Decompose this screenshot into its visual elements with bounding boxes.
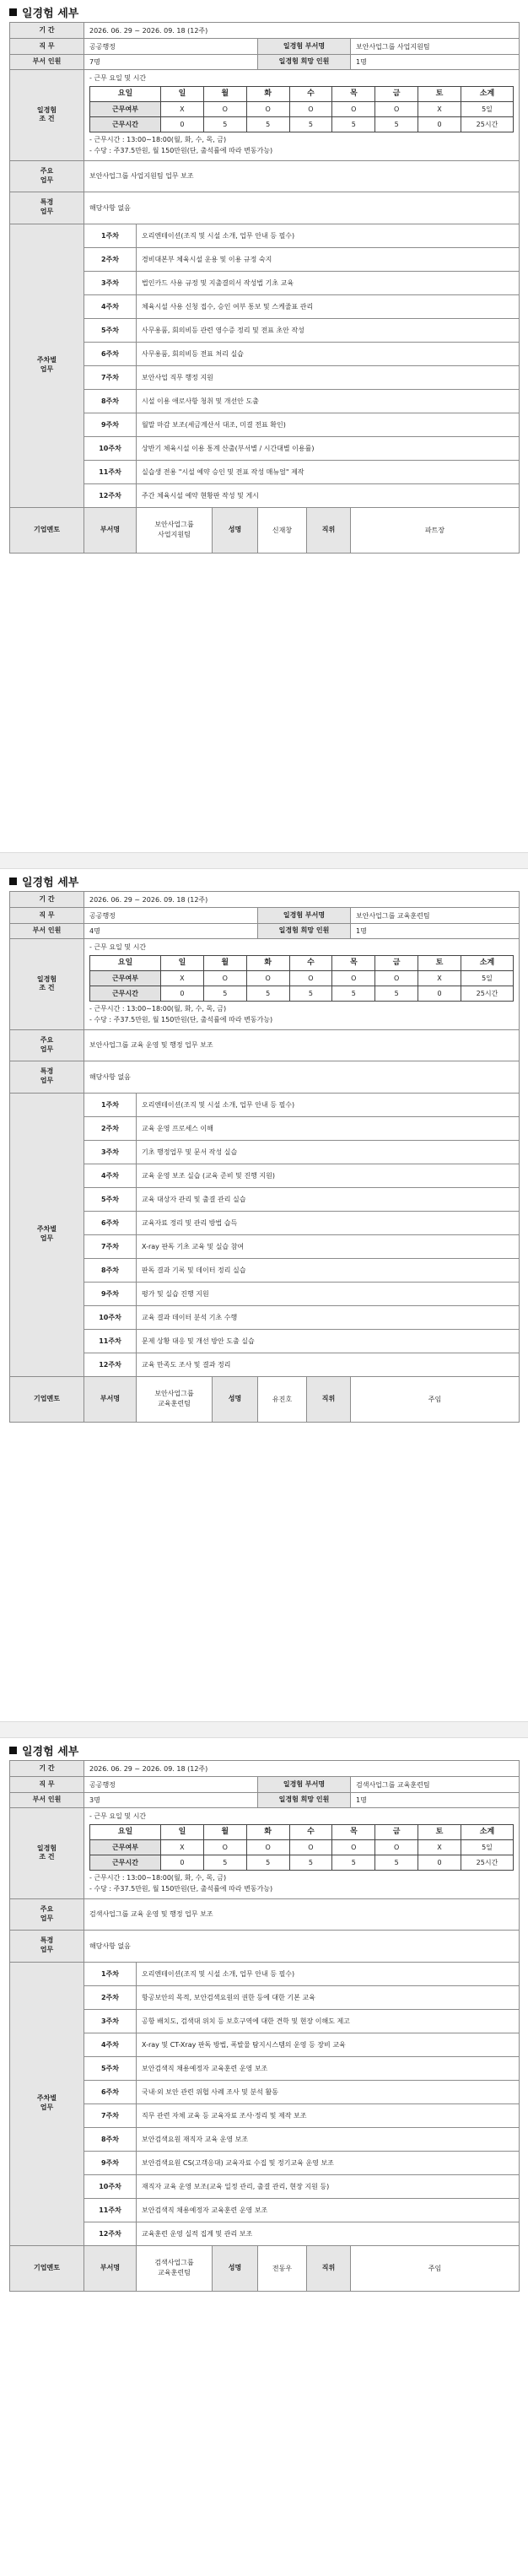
weekly-work-label: 주차별 업무 xyxy=(10,1093,84,1376)
week-task: 보안검색직 채용예정자 교육훈련 운영 보조 xyxy=(137,2056,520,2080)
week-task: 시설 이용 애로사항 청취 및 개선안 도출 xyxy=(137,389,520,413)
square-bullet-icon xyxy=(9,878,17,885)
week-number: 6주차 xyxy=(84,1211,137,1234)
schedule-cell: 5 xyxy=(289,1855,332,1871)
work-cond-label: 일경험 조 건 xyxy=(10,1808,84,1899)
period-value: 2026. 06. 29 ~ 2026. 09. 18 (12주) xyxy=(84,1761,520,1777)
week-task: 보안검색직 채용예정자 교육훈련 운영 보조 xyxy=(137,2198,520,2222)
week-number: 10주차 xyxy=(84,1305,137,1329)
schedule-cell: O xyxy=(375,971,418,986)
week-task: 교육 만족도 조사 및 결과 정리 xyxy=(137,1353,520,1376)
schedule-cell: O xyxy=(203,102,246,117)
schedule-cell: 25시간 xyxy=(461,117,514,132)
schedule-header-cell: 일 xyxy=(161,1825,204,1840)
section-title-text: 일경험 세부 xyxy=(22,7,79,20)
schedule-header-cell: 화 xyxy=(246,956,289,971)
week-number: 12주차 xyxy=(84,1353,137,1376)
week-task: 경비대본부 체육시설 운용 및 이용 규정 숙지 xyxy=(137,247,520,271)
week-task: 오리엔테이션(조직 및 시설 소개, 업무 안내 등 필수) xyxy=(137,1962,520,1985)
schedule-cell: 근무여부 xyxy=(90,971,161,986)
schedule-cell: 5 xyxy=(332,1855,375,1871)
schedule-cell: X xyxy=(418,1840,461,1855)
week-number: 3주차 xyxy=(84,1140,137,1164)
period-label: 기 간 xyxy=(10,892,84,908)
section-title xyxy=(9,1740,519,1760)
members-label: 부서 인원 xyxy=(10,1793,84,1808)
schedule-cell: 5 xyxy=(246,1855,289,1871)
schedule-header-cell: 요일 xyxy=(90,1825,161,1840)
schedule-cell: 5 xyxy=(203,986,246,1002)
schedule-cell: 5 xyxy=(289,117,332,132)
schedule-header-cell: 토 xyxy=(418,1825,461,1840)
special-work-value: 해당사항 없음 xyxy=(84,1061,520,1093)
mentor-dept-label: 부서명 xyxy=(84,1376,137,1422)
mentor-dept-label: 부서명 xyxy=(84,2245,137,2291)
week-number: 7주차 xyxy=(84,2103,137,2127)
week-number: 11주차 xyxy=(84,1329,137,1353)
schedule-cell: 근무시간 xyxy=(90,117,161,132)
mentor-dept-value: 보안사업그룹 사업지원팀 xyxy=(137,507,213,553)
square-bullet-icon xyxy=(9,1747,17,1754)
detail-table xyxy=(9,22,520,554)
week-task: 교육훈련 운영 실적 집계 및 관리 보조 xyxy=(137,2222,520,2245)
schedule-cell: X xyxy=(418,971,461,986)
week-number: 9주차 xyxy=(84,413,137,436)
schedule-cell: O xyxy=(203,1840,246,1855)
schedule-cell: 5 xyxy=(203,1855,246,1871)
week-number: 12주차 xyxy=(84,2222,137,2245)
members-label: 부서 인원 xyxy=(10,924,84,939)
mentor-name-label: 성명 xyxy=(213,1376,258,1422)
week-task: 교육 결과 데이터 분석 기초 수행 xyxy=(137,1305,520,1329)
hope-label: 일경험 희망 인원 xyxy=(258,1793,351,1808)
schedule-cell: 5일 xyxy=(461,102,514,117)
schedule-cell: 25시간 xyxy=(461,1855,514,1871)
week-task: 기초 행정업무 및 문서 작성 실습 xyxy=(137,1140,520,1164)
schedule-cell: 25시간 xyxy=(461,986,514,1002)
job-value: 공공행정 xyxy=(84,39,258,55)
schedule-cell: 5 xyxy=(289,986,332,1002)
work-cond-cell xyxy=(84,1808,520,1899)
week-task: 국내·외 보안 관련 위협 사례 조사 및 분석 활동 xyxy=(137,2080,520,2103)
special-work-value: 해당사항 없음 xyxy=(84,192,520,224)
week-task: 오리엔테이션(조직 및 시설 소개, 업무 안내 등 필수) xyxy=(137,224,520,247)
schedule-cell: 5 xyxy=(375,986,418,1002)
schedule-cell: 5 xyxy=(203,117,246,132)
schedule-cell: X xyxy=(161,102,204,117)
detail-table xyxy=(9,891,520,1423)
week-number: 11주차 xyxy=(84,2198,137,2222)
schedule-cell: 5 xyxy=(332,986,375,1002)
dept-value: 검색사업그룹 교육훈련팀 xyxy=(351,1777,520,1793)
schedule-cell: 5 xyxy=(246,986,289,1002)
hope-value: 1명 xyxy=(351,1793,520,1808)
week-number: 9주차 xyxy=(84,2151,137,2174)
week-task: 교육자료 정리 및 관리 방법 습득 xyxy=(137,1211,520,1234)
job-label: 직 무 xyxy=(10,1777,84,1793)
week-number: 1주차 xyxy=(84,1093,137,1116)
mentor-name-value: 전동우 xyxy=(258,2245,307,2291)
job-label: 직 무 xyxy=(10,908,84,924)
detail-table xyxy=(9,1760,520,2292)
schedule-cell: O xyxy=(289,1840,332,1855)
hope-value: 1명 xyxy=(351,55,520,70)
section-title-text: 일경험 세부 xyxy=(22,876,79,889)
schedule-cell: 0 xyxy=(161,1855,204,1871)
mentor-name-label: 성명 xyxy=(213,507,258,553)
section-divider xyxy=(0,852,528,869)
schedule-cell: X xyxy=(161,1840,204,1855)
mentor-name-value: 신재창 xyxy=(258,507,307,553)
week-number: 4주차 xyxy=(84,2033,137,2056)
schedule-header-cell: 금 xyxy=(375,87,418,102)
schedule-cell: X xyxy=(418,102,461,117)
schedule-header-cell: 목 xyxy=(332,956,375,971)
members-value: 4명 xyxy=(84,924,258,939)
schedule-cell: O xyxy=(289,102,332,117)
mentor-dept-value: 보안사업그룹 교육훈련팀 xyxy=(137,1376,213,1422)
section-title xyxy=(9,871,519,891)
schedule-cell: X xyxy=(161,971,204,986)
section-title-text: 일경험 세부 xyxy=(22,1745,79,1758)
week-task: 교육 대상자 관리 및 출결 관리 실습 xyxy=(137,1187,520,1211)
week-task: 상반기 체육시설 이용 통계 산출(부서별 / 시간대별 이용률) xyxy=(137,436,520,460)
schedule-cell: O xyxy=(332,971,375,986)
work-head: - 근무 요일 및 시간 xyxy=(89,1812,147,1820)
week-number: 6주차 xyxy=(84,2080,137,2103)
main-work-label: 주요 업무 xyxy=(10,1898,84,1930)
week-task: 법인카드 사용 규정 및 지출결의서 작성법 기초 교육 xyxy=(137,271,520,294)
schedule-cell: 0 xyxy=(161,986,204,1002)
mentor-position-value: 주임 xyxy=(351,1376,520,1422)
hope-label: 일경험 희망 인원 xyxy=(258,924,351,939)
section-divider xyxy=(0,1721,528,1738)
week-task: X-ray 및 CT-Xray 판독 방법, 폭발물 탐지시스템의 운영 등 장비 교육 xyxy=(137,2033,520,2056)
schedule-cell: 근무여부 xyxy=(90,102,161,117)
schedule-cell: O xyxy=(246,1840,289,1855)
main-work-value: 검색사업그룹 교육 운영 및 행정 업무 보조 xyxy=(84,1898,520,1930)
week-number: 3주차 xyxy=(84,271,137,294)
work-hours-note: - 근무시간 : 13:00~18:00(월, 화, 수, 목, 금) xyxy=(89,136,227,143)
week-number: 8주차 xyxy=(84,2127,137,2151)
week-number: 5주차 xyxy=(84,2056,137,2080)
job-label: 직 무 xyxy=(10,39,84,55)
week-task: 재직자 교육 운영 보조(교육 일정 관리, 출결 관리, 현장 지원 등) xyxy=(137,2174,520,2198)
work-head: - 근무 요일 및 시간 xyxy=(89,74,147,82)
week-number: 1주차 xyxy=(84,1962,137,1985)
schedule-header-cell: 일 xyxy=(161,87,204,102)
week-number: 3주차 xyxy=(84,2009,137,2033)
week-number: 9주차 xyxy=(84,1282,137,1305)
week-task: 주간 체육시설 예약 현황판 작성 및 게시 xyxy=(137,483,520,507)
schedule-header-cell: 월 xyxy=(203,1825,246,1840)
work-cond-cell xyxy=(84,70,520,161)
week-number: 8주차 xyxy=(84,389,137,413)
schedule-cell: O xyxy=(332,102,375,117)
week-task: 체육시설 사용 신청 접수, 승인 여부 통보 및 스케줄표 관리 xyxy=(137,294,520,318)
week-number: 7주차 xyxy=(84,365,137,389)
week-task: 항공보안의 목적, 보안검색요원의 권한 등에 대한 기본 교육 xyxy=(137,1985,520,2009)
mentor-label: 기업멘토 xyxy=(10,2245,84,2291)
work-cond-cell xyxy=(84,939,520,1030)
schedule-header-cell: 월 xyxy=(203,956,246,971)
allowance-note: - 수당 : 주37.5만원, 월 150만원(단, 출석률에 따라 변동가능) xyxy=(89,146,273,154)
square-bullet-icon xyxy=(9,8,17,16)
mentor-position-value: 주임 xyxy=(351,2245,520,2291)
members-value: 3명 xyxy=(84,1793,258,1808)
main-work-value: 보안사업그룹 사업지원팀 업무 보조 xyxy=(84,160,520,192)
schedule-cell: 5 xyxy=(375,1855,418,1871)
week-task: 문제 상황 대응 및 개선 방안 도출 실습 xyxy=(137,1329,520,1353)
section-title xyxy=(9,2,519,22)
week-task: 실습생 전용 "시설 예약 승인 및 전표 작성 매뉴얼" 제작 xyxy=(137,460,520,483)
mentor-dept-value: 검색사업그룹 교육훈련팀 xyxy=(137,2245,213,2291)
work-hours-note: - 근무시간 : 13:00~18:00(월, 화, 수, 목, 금) xyxy=(89,1005,227,1013)
week-number: 12주차 xyxy=(84,483,137,507)
week-number: 6주차 xyxy=(84,342,137,365)
schedule-header-cell: 토 xyxy=(418,956,461,971)
schedule-table xyxy=(89,955,514,1002)
week-task: 교육 운영 프로세스 이해 xyxy=(137,1116,520,1140)
members-value: 7명 xyxy=(84,55,258,70)
dept-label: 일경험 부서명 xyxy=(258,39,351,55)
week-number: 10주차 xyxy=(84,436,137,460)
week-task: 교육 운영 보조 실습 (교육 준비 및 진행 지원) xyxy=(137,1164,520,1187)
schedule-header-cell: 목 xyxy=(332,1825,375,1840)
week-number: 2주차 xyxy=(84,247,137,271)
schedule-header-cell: 월 xyxy=(203,87,246,102)
main-work-label: 주요 업무 xyxy=(10,160,84,192)
week-number: 10주차 xyxy=(84,2174,137,2198)
schedule-header-cell: 목 xyxy=(332,87,375,102)
week-number: 5주차 xyxy=(84,1187,137,1211)
schedule-header-cell: 화 xyxy=(246,1825,289,1840)
schedule-header-cell: 수 xyxy=(289,87,332,102)
main-work-value: 보안사업그룹 교육 운영 및 행정 업무 보조 xyxy=(84,1029,520,1061)
hope-label: 일경험 희망 인원 xyxy=(258,55,351,70)
week-number: 2주차 xyxy=(84,1985,137,2009)
week-number: 4주차 xyxy=(84,1164,137,1187)
week-number: 11주차 xyxy=(84,460,137,483)
work-cond-label: 일경험 조 건 xyxy=(10,939,84,1030)
week-task: 사무용품, 회의비등 관련 영수증 정리 및 전표 초안 작성 xyxy=(137,318,520,342)
schedule-cell: 근무시간 xyxy=(90,986,161,1002)
week-task: 보안검색요원 재직자 교육 운영 보조 xyxy=(137,2127,520,2151)
week-task: 사무용품, 회의비등 전표 처리 실습 xyxy=(137,342,520,365)
allowance-note: - 수당 : 주37.5만원, 월 150만원(단, 출석률에 따라 변동가능) xyxy=(89,1884,273,1893)
schedule-cell: O xyxy=(246,102,289,117)
schedule-cell: 5 xyxy=(246,117,289,132)
week-number: 7주차 xyxy=(84,1234,137,1258)
work-experience-section xyxy=(0,2,528,554)
hope-value: 1명 xyxy=(351,924,520,939)
allowance-note: - 수당 : 주37.5만원, 월 150만원(단, 출석률에 따라 변동가능) xyxy=(89,1015,273,1023)
week-task: 공항 배치도, 검색대 위치 등 보호구역에 대한 견학 및 현장 이해도 제고 xyxy=(137,2009,520,2033)
dept-value: 보안사업그룹 사업지원팀 xyxy=(351,39,520,55)
schedule-header-cell: 금 xyxy=(375,1825,418,1840)
mentor-label: 기업멘토 xyxy=(10,507,84,553)
work-cond-label: 일경험 조 건 xyxy=(10,70,84,161)
week-number: 8주차 xyxy=(84,1258,137,1282)
job-value: 공공행정 xyxy=(84,908,258,924)
schedule-header-cell: 소계 xyxy=(461,87,514,102)
schedule-cell: O xyxy=(332,1840,375,1855)
week-number: 4주차 xyxy=(84,294,137,318)
mentor-name-label: 성명 xyxy=(213,2245,258,2291)
work-hours-note: - 근무시간 : 13:00~18:00(월, 화, 수, 목, 금) xyxy=(89,1874,227,1882)
special-work-label: 특경 업무 xyxy=(10,1061,84,1093)
week-task: X-ray 판독 기초 교육 및 실습 참여 xyxy=(137,1234,520,1258)
schedule-cell: 0 xyxy=(418,986,461,1002)
schedule-header-cell: 수 xyxy=(289,1825,332,1840)
main-work-label: 주요 업무 xyxy=(10,1029,84,1061)
week-task: 보안검색요원 CS(고객응대) 교육자료 수집 및 정기교육 운영 보조 xyxy=(137,2151,520,2174)
schedule-cell: 0 xyxy=(418,117,461,132)
schedule-cell: O xyxy=(375,1840,418,1855)
schedule-header-cell: 금 xyxy=(375,956,418,971)
week-task: 보안사업 직무 행정 지원 xyxy=(137,365,520,389)
schedule-cell: 0 xyxy=(418,1855,461,1871)
weekly-work-label: 주차별 업무 xyxy=(10,224,84,507)
schedule-header-cell: 토 xyxy=(418,87,461,102)
week-number: 1주차 xyxy=(84,224,137,247)
schedule-cell: O xyxy=(246,971,289,986)
dept-label: 일경험 부서명 xyxy=(258,1777,351,1793)
schedule-table xyxy=(89,86,514,132)
schedule-cell: 5일 xyxy=(461,971,514,986)
schedule-header-cell: 소계 xyxy=(461,956,514,971)
mentor-position-label: 직위 xyxy=(307,507,351,553)
schedule-cell: 0 xyxy=(161,117,204,132)
members-label: 부서 인원 xyxy=(10,55,84,70)
special-work-label: 특경 업무 xyxy=(10,1930,84,1962)
mentor-position-label: 직위 xyxy=(307,1376,351,1422)
period-value: 2026. 06. 29 ~ 2026. 09. 18 (12주) xyxy=(84,23,520,39)
schedule-cell: 근무여부 xyxy=(90,1840,161,1855)
schedule-cell: O xyxy=(203,971,246,986)
period-value: 2026. 06. 29 ~ 2026. 09. 18 (12주) xyxy=(84,892,520,908)
mentor-position-label: 직위 xyxy=(307,2245,351,2291)
week-number: 2주차 xyxy=(84,1116,137,1140)
schedule-cell: 5일 xyxy=(461,1840,514,1855)
period-label: 기 간 xyxy=(10,1761,84,1777)
schedule-header-cell: 소계 xyxy=(461,1825,514,1840)
mentor-position-value: 파트장 xyxy=(351,507,520,553)
mentor-name-value: 유진호 xyxy=(258,1376,307,1422)
week-task: 월말 마감 보조(세금계산서 대조, 미결 전표 확인) xyxy=(137,413,520,436)
week-task: 직무 관련 자체 교육 등 교육자료 조사·정리 및 제작 보조 xyxy=(137,2103,520,2127)
schedule-cell: 5 xyxy=(375,117,418,132)
schedule-header-cell: 수 xyxy=(289,956,332,971)
work-experience-section xyxy=(0,871,528,1423)
schedule-cell: 5 xyxy=(332,117,375,132)
week-task: 오리엔테이션(조직 및 시설 소개, 업무 안내 등 필수) xyxy=(137,1093,520,1116)
period-label: 기 간 xyxy=(10,23,84,39)
work-experience-section xyxy=(0,1740,528,2292)
schedule-header-cell: 요일 xyxy=(90,956,161,971)
job-value: 공공행정 xyxy=(84,1777,258,1793)
special-work-label: 특경 업무 xyxy=(10,192,84,224)
week-task: 판독 결과 기록 및 데이터 정리 실습 xyxy=(137,1258,520,1282)
schedule-cell: O xyxy=(375,102,418,117)
dept-label: 일경험 부서명 xyxy=(258,908,351,924)
mentor-dept-label: 부서명 xyxy=(84,507,137,553)
mentor-label: 기업멘토 xyxy=(10,1376,84,1422)
special-work-value: 해당사항 없음 xyxy=(84,1930,520,1962)
weekly-work-label: 주차별 업무 xyxy=(10,1962,84,2245)
schedule-header-cell: 일 xyxy=(161,956,204,971)
week-number: 5주차 xyxy=(84,318,137,342)
schedule-header-cell: 요일 xyxy=(90,87,161,102)
work-head: - 근무 요일 및 시간 xyxy=(89,943,147,951)
schedule-cell: O xyxy=(289,971,332,986)
week-task: 평가 및 실습 진행 지원 xyxy=(137,1282,520,1305)
dept-value: 보안사업그룹 교육훈련팀 xyxy=(351,908,520,924)
schedule-header-cell: 화 xyxy=(246,87,289,102)
schedule-cell: 근무시간 xyxy=(90,1855,161,1871)
schedule-table xyxy=(89,1824,514,1871)
